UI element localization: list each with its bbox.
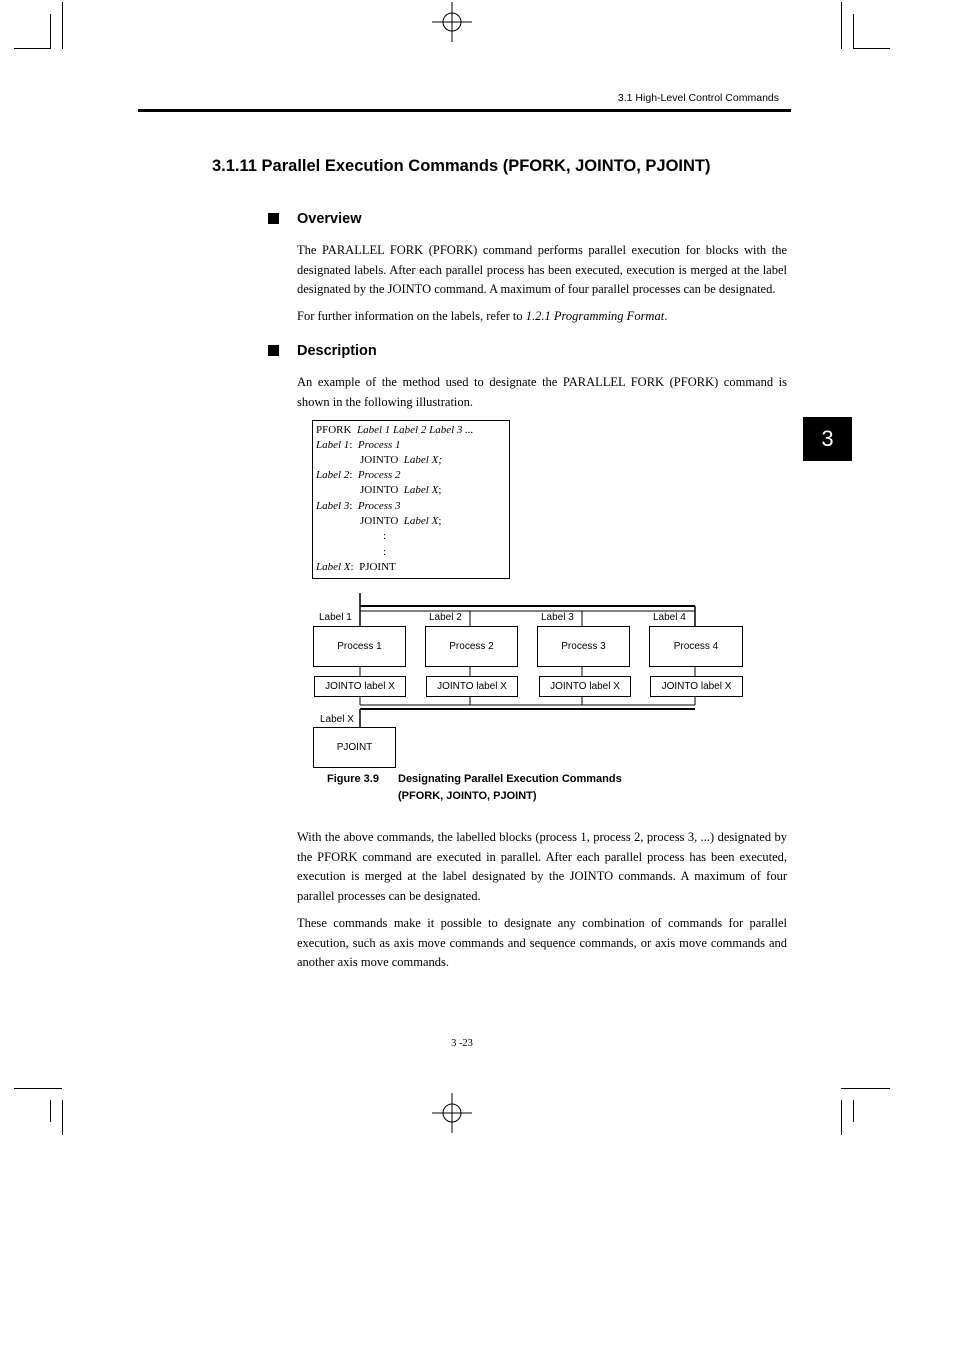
crop-mark bbox=[841, 2, 842, 49]
description-heading-text: Description bbox=[297, 343, 377, 359]
pjoint-box: PJOINT bbox=[313, 727, 396, 768]
process-box-2: Process 2 bbox=[425, 626, 518, 667]
figure-caption-line-2: (PFORK, JOINTO, PJOINT) bbox=[398, 790, 537, 802]
description-paragraph-1: An example of the method used to designate the PARALLEL FORK (PFORK) command is shown in the following illustration. bbox=[297, 375, 787, 409]
overview-paragraph: The PARALLEL FORK (PFORK) command performs parallel execution for blocks with the designated labels. After each parallel process has been executed, execution is merged at the label designated by the JOINTO command. A maximum of four parallel processes can be designated. bbox=[297, 243, 787, 297]
overview-heading bbox=[268, 211, 362, 227]
code-example-box bbox=[312, 420, 510, 579]
description-paragraph-3: These commands make it possible to designate any combination of commands for parallel execution, such as axis move commands and sequence commands, or axis move commands and another axis move commands. bbox=[297, 916, 787, 970]
overview-heading-text: Overview bbox=[297, 211, 362, 227]
reference-link: 1.2.1 Programming Format bbox=[525, 309, 665, 323]
process-box-1: Process 1 bbox=[313, 626, 406, 667]
crop-mark bbox=[62, 2, 63, 49]
crop-mark bbox=[841, 1100, 842, 1135]
crop-mark bbox=[853, 14, 854, 49]
code-line-ellipsis-2: : bbox=[383, 546, 387, 558]
description-paragraph-2: With the above commands, the labelled blocks (process 1, process 2, process 3, ...) designated by the PFORK command are executed in parallel. After each parallel process has been executed, execution is merged at the label designated by the JOINTO commands. A maximum of four parallel processes can be designated. bbox=[297, 830, 787, 903]
registration-mark-bottom bbox=[432, 1093, 472, 1133]
bullet-square-icon bbox=[268, 213, 279, 224]
code-line-label2: Label 2: Process 2 bbox=[316, 469, 401, 481]
section-title: 3.1.11 Parallel Execution Commands (PFORK, JOINTO, PJOINT) bbox=[212, 157, 711, 175]
diagram-label-4: Label 4 bbox=[653, 612, 686, 623]
crop-mark bbox=[62, 1100, 63, 1135]
jointo-box-1: JOINTO label X bbox=[314, 676, 406, 697]
code-line-label3: Label 3: Process 3 bbox=[316, 500, 401, 512]
jointo-box-3: JOINTO label X bbox=[539, 676, 631, 697]
registration-mark-top bbox=[432, 2, 472, 42]
chapter-tab: 3 bbox=[803, 417, 852, 461]
reference-prefix: For further information on the labels, refer to bbox=[297, 309, 526, 323]
code-line-pfork: PFORK Label 1 Label 2 Label 3 ... bbox=[316, 424, 474, 436]
description-heading bbox=[268, 343, 377, 359]
crop-mark bbox=[853, 1100, 854, 1122]
crop-mark bbox=[50, 14, 51, 49]
code-line-label1: Label 1: Process 1 bbox=[316, 439, 401, 451]
code-line-jointo2: JOINTO Label X; bbox=[360, 484, 442, 496]
code-line-jointo1: JOINTO Label X; bbox=[360, 454, 442, 466]
jointo-box-4: JOINTO label X bbox=[650, 676, 743, 697]
overview-reference bbox=[297, 307, 787, 327]
figure-caption-line-1: Designating Parallel Execution Commands bbox=[398, 773, 622, 785]
process-box-3: Process 3 bbox=[537, 626, 630, 667]
running-header: 3.1 High-Level Control Commands bbox=[617, 92, 779, 104]
code-line-ellipsis-1: : bbox=[383, 530, 387, 542]
diagram-label-3: Label 3 bbox=[541, 612, 574, 623]
diagram-label-x: Label X bbox=[320, 714, 354, 725]
crop-mark bbox=[50, 1100, 51, 1122]
figure-number: Figure 3.9 bbox=[327, 773, 379, 785]
page-number: 3 -23 bbox=[451, 1038, 473, 1049]
code-line-jointo3: JOINTO Label X; bbox=[360, 515, 442, 527]
crop-mark bbox=[14, 48, 50, 49]
diagram-label-1: Label 1 bbox=[319, 612, 352, 623]
jointo-box-2: JOINTO label X bbox=[426, 676, 518, 697]
reference-suffix: . bbox=[664, 309, 668, 323]
header-rule bbox=[138, 109, 791, 112]
crop-mark bbox=[853, 48, 890, 49]
diagram-label-2: Label 2 bbox=[429, 612, 462, 623]
crop-mark bbox=[841, 1088, 890, 1089]
code-line-pjoint: Label X: PJOINT bbox=[316, 561, 396, 573]
process-box-4: Process 4 bbox=[649, 626, 743, 667]
bullet-square-icon bbox=[268, 345, 279, 356]
crop-mark bbox=[14, 1088, 62, 1089]
